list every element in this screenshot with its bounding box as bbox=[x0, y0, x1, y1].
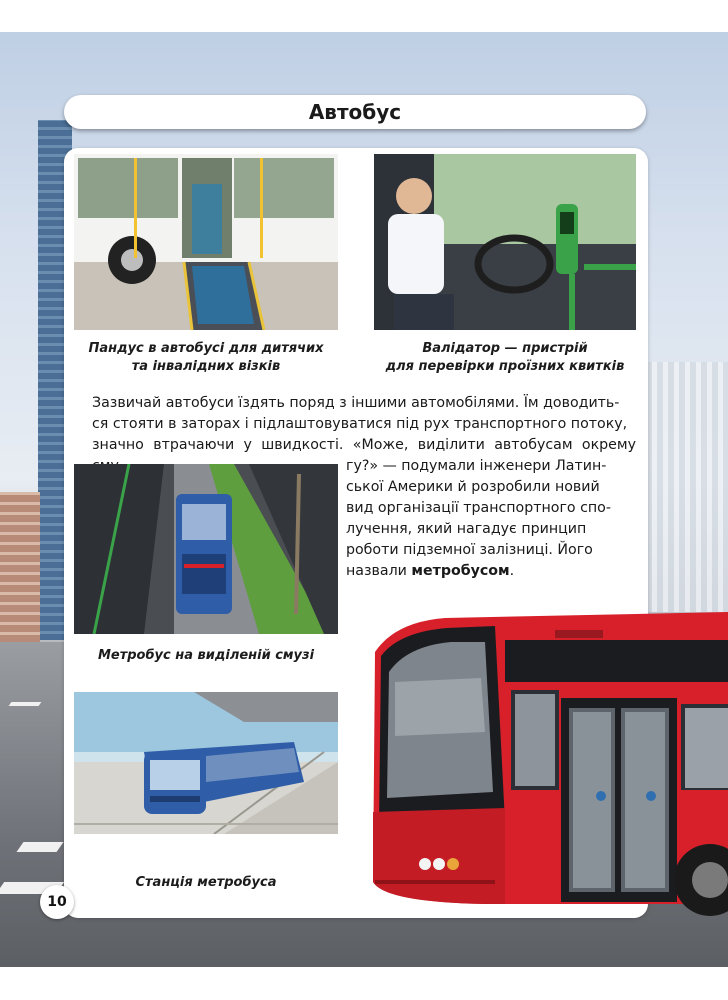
body-line: ся стояти в заторах і підлаштовуватися під рух транспортного потоку, bbox=[92, 416, 628, 432]
title-bar bbox=[64, 95, 646, 129]
photo-validator bbox=[374, 154, 636, 330]
caption-metrobus-station bbox=[74, 874, 338, 892]
body-line: вид організації транспортного спо- bbox=[346, 500, 611, 516]
background-building-left bbox=[0, 492, 40, 642]
body-line: ської Америки й розробили новий bbox=[346, 479, 600, 495]
caption-bus-ramp bbox=[74, 340, 338, 376]
caption-validator-line1: Валідатор — пристрій bbox=[422, 341, 588, 356]
red-bus-icon bbox=[355, 612, 728, 922]
caption-metrobus-lane bbox=[74, 647, 338, 665]
page-title: Автобус bbox=[308, 100, 402, 124]
body-line bbox=[346, 561, 636, 582]
body-text-span: назвали bbox=[346, 563, 412, 579]
metrobus-station-illustration bbox=[74, 692, 338, 834]
metrobus-term: метробусом bbox=[411, 563, 510, 579]
body-line: значно втрачаючи у швидкості. «Може, виділити автобусам окрему bbox=[92, 437, 636, 453]
red-bus-illustration bbox=[355, 612, 728, 922]
body-line: роботи підземної залізниці. Його bbox=[346, 542, 593, 558]
photo-bus-ramp bbox=[74, 154, 338, 330]
caption-bus-ramp-line2: та інвалідних візків bbox=[131, 359, 281, 374]
road-marking bbox=[9, 702, 42, 706]
photo-metrobus-station bbox=[74, 692, 338, 834]
body-line: Зазвичай автобуси їздять поряд з іншими автомобілями. Їм доводить- bbox=[92, 395, 620, 411]
caption-metrobus-station-line1: Станція метробуса bbox=[135, 875, 277, 890]
body-text-span: . bbox=[509, 563, 515, 579]
page-number: 10 bbox=[40, 885, 74, 919]
caption-bus-ramp-line1: Пандус в автобусі для дитячих bbox=[88, 341, 324, 356]
photo-metrobus-lane bbox=[74, 464, 338, 634]
body-line: лучення, який нагадує принцип bbox=[346, 521, 587, 537]
caption-validator-line2: для перевірки проїзних квитків bbox=[385, 359, 625, 374]
caption-validator bbox=[374, 340, 636, 376]
bus-ramp-illustration bbox=[74, 154, 338, 330]
body-paragraph-right bbox=[346, 456, 636, 582]
validator-illustration bbox=[374, 154, 636, 330]
road-marking bbox=[16, 842, 63, 852]
background-building-right bbox=[646, 362, 728, 612]
caption-metrobus-lane-line1: Метробус на виділеній смузі bbox=[97, 648, 315, 663]
body-line: гу?» — подумали інженери Латин- bbox=[346, 458, 607, 474]
metrobus-lane-illustration bbox=[74, 464, 338, 634]
